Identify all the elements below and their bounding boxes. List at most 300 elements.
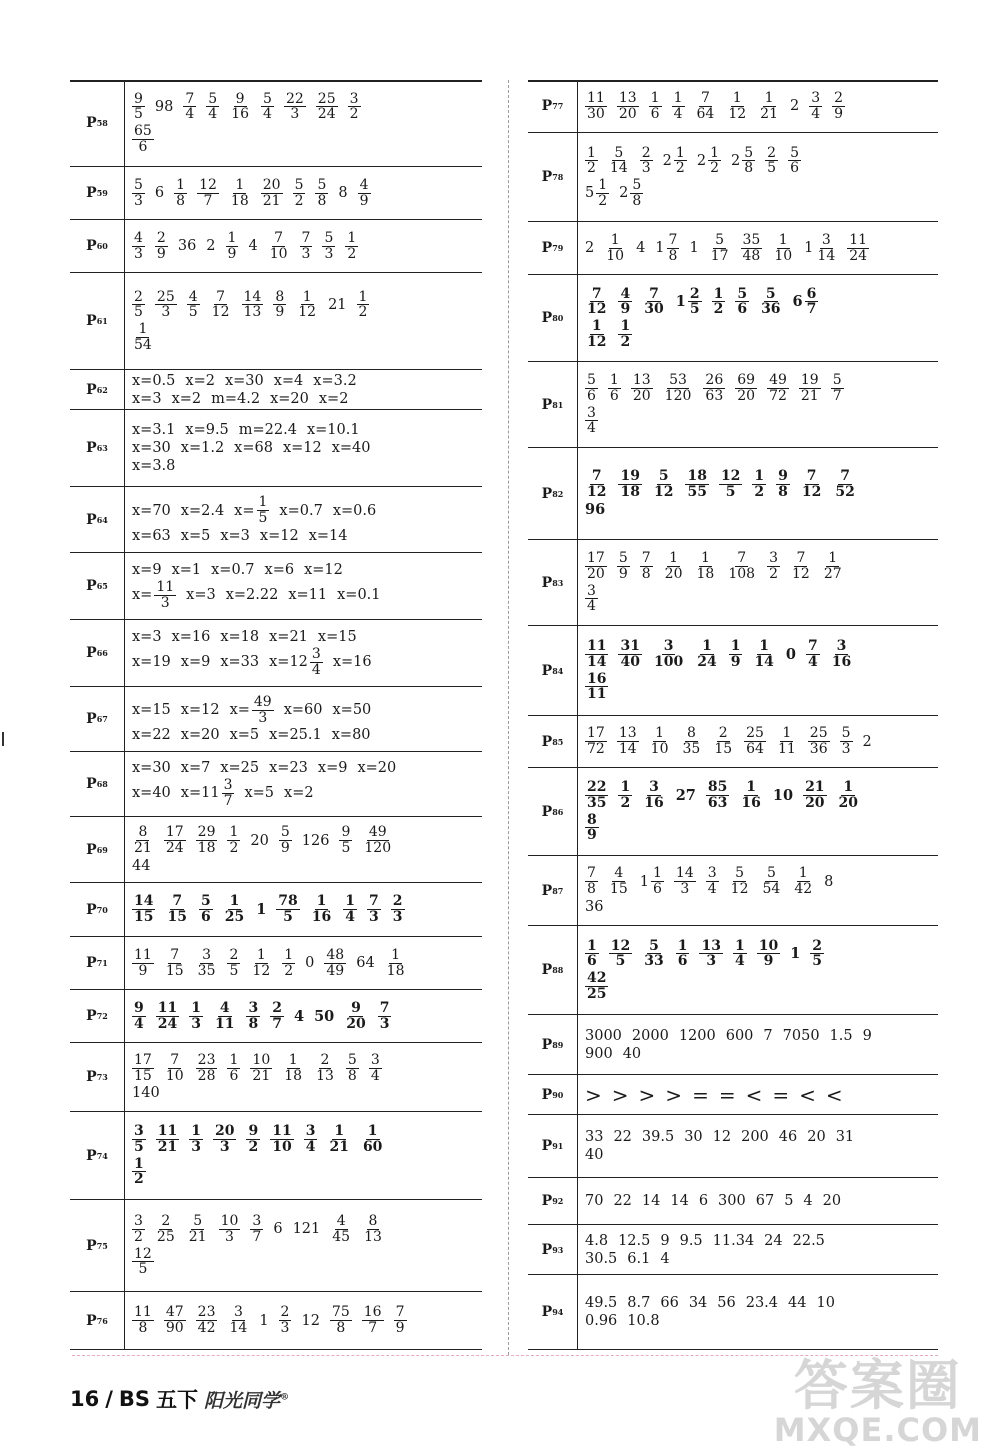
answer-item: x=60 [283,702,323,718]
page-label-prefix: P [541,1193,553,1209]
equation-lhs: x=12 [269,654,308,670]
answer-line [585,469,936,499]
numerator: 1 [610,231,620,248]
answer-item: 4.8 [585,1232,609,1249]
fraction [330,1214,352,1244]
denominator: 8 [641,565,651,582]
numerator: 1 [782,725,792,742]
answer-item [640,866,664,896]
numerator: 10 [252,1051,271,1068]
answer-item: 1200 [678,1027,716,1044]
answer-item [631,373,653,403]
page-label-prefix: P [86,711,97,727]
denominator: 10 [606,247,625,264]
answer-item [585,373,598,403]
answer-item [330,1305,352,1335]
answer-cell [132,553,480,619]
answer-item [608,146,630,176]
numerator: 1 [347,229,357,246]
numerator: 13 [618,725,637,742]
page-number-label: 92 [552,1196,564,1206]
answer-item [712,287,726,317]
fraction [282,948,295,978]
answer-item [132,1247,154,1277]
denominator: 14 [817,247,836,264]
numerator: 3 [349,90,359,107]
denominator: 64 [696,105,715,122]
answer-line [585,1046,936,1062]
answer-item: x=5 [229,727,260,744]
numerator: 3 [649,779,659,796]
page-label [70,1200,125,1291]
denominator: 21 [134,840,152,856]
numerator: 1 [587,937,597,954]
fraction [314,1053,336,1083]
denominator: 21 [188,1228,207,1245]
fraction [219,1214,241,1244]
denominator: 5 [767,160,777,177]
page-label [528,362,578,447]
answer-item [585,971,608,1001]
fraction [362,825,393,855]
answer-line [132,1085,480,1101]
page-label [70,370,125,409]
numerator: 1 [754,467,765,484]
answer-item [378,1001,392,1031]
numerator: 1 [229,1051,239,1068]
fraction [631,373,653,403]
page-label-prefix: P [86,841,97,858]
denominator: 25 [224,909,245,925]
whole-part: 1 [675,293,686,311]
answer-item [284,92,306,122]
answer-item: x=0.1 [337,587,381,603]
answer-item [324,948,346,978]
answer-item [327,1124,350,1154]
denominator: 63 [707,794,728,811]
answer-item [585,726,607,756]
answer-item [132,1053,154,1083]
fraction [293,178,306,208]
numerator: 7 [170,946,180,963]
fraction [741,233,763,263]
denominator: 8 [336,1320,346,1336]
whole-part: 6 [792,293,803,311]
fraction [155,231,168,261]
numerator: 7 [641,550,651,567]
answer-item: 1 [689,240,699,256]
answer-item [276,894,299,924]
numerator: 1 [229,824,239,841]
numerator: 12 [199,176,217,193]
answer-item: x=30 [224,372,264,389]
page-label-prefix: P [541,733,553,750]
fraction [695,91,717,121]
answer-item [270,1001,284,1031]
denominator: 18 [620,483,640,500]
page-label [528,856,578,925]
numerator: 8 [587,811,597,828]
denominator: 24 [165,840,184,856]
answer-row-p83 [528,540,938,626]
answer-item [767,551,780,581]
fraction [788,146,801,176]
fraction [585,373,598,403]
page-number-label: 60 [96,241,108,251]
denominator: 63 [705,387,724,404]
fraction [585,584,598,614]
answer-item: x=11 [288,587,328,603]
fraction [183,92,196,122]
numerator: 7 [395,1304,405,1321]
answer-item: x=3 [186,587,216,603]
answer-item: 6 [154,185,165,201]
answer-row-p77 [528,80,938,133]
page-label [528,1015,578,1074]
answer-line [585,672,936,702]
answer-item: x=2 [171,390,202,407]
answer-item: 9.5 [679,1232,703,1249]
answer-item [604,233,626,263]
denominator: 7 [806,301,817,318]
answer-item [822,551,844,581]
answer-item [229,92,251,122]
answer-item [268,231,290,261]
numerator: 13 [701,937,721,954]
answer-item [760,866,782,896]
fraction [250,948,272,978]
answer-item: 34 [688,1295,708,1311]
numerator: 2 [641,144,651,161]
fraction [155,1214,177,1244]
numerator: 9 [134,999,144,1016]
denominator: 6 [650,105,660,122]
answer-row-p78 [528,133,938,222]
fraction [189,1001,203,1031]
denominator: 6 [677,953,688,970]
answer-item: x=4 [273,372,304,389]
answer-item [617,551,630,581]
fraction [585,319,608,349]
numerator: 2 [767,144,777,161]
denominator: 18 [386,962,405,979]
answer-cell [132,620,480,686]
answer-item [672,91,685,121]
numerator: 11 [134,1304,152,1321]
answer-item [189,1001,203,1031]
fraction [227,948,240,978]
numerator: 25 [746,725,764,742]
answer-item: x=63 [132,527,171,544]
answer-item [132,1305,154,1335]
fraction [808,726,830,756]
answer-item: 0 [785,645,797,663]
answer-line [132,695,480,725]
denominator: 3 [191,1138,201,1155]
fraction [674,866,696,896]
comparison-symbol: < [745,1082,763,1107]
fraction [385,948,407,978]
denominator: 20 [618,105,637,122]
answer-item: 14 [670,1193,689,1209]
denominator: 3 [706,953,717,970]
answer-item: x=23 [269,759,308,776]
answer-item [348,92,361,122]
answer-item [174,178,187,208]
answer-line [585,1147,936,1163]
numerator: 7 [700,89,710,106]
fraction [837,780,860,810]
numerator: 3 [811,89,821,106]
answer-item [293,178,306,208]
denominator: 4 [811,105,821,122]
denominator: 12 [653,483,674,500]
answer-item [767,373,789,403]
answer-item: x=9 [132,561,162,578]
numerator: 13 [632,372,651,389]
numerator: 1 [620,318,631,334]
denominator: 2 [229,840,239,856]
answer-item: x=16 [171,628,211,645]
fraction [344,1001,367,1031]
whole-part: 2 [696,152,707,169]
denominator: 3 [369,909,379,925]
denominator: 3 [301,245,311,262]
answer-item [164,1305,186,1335]
numerator: 3 [370,1051,380,1068]
fraction [618,469,641,499]
answer-item [617,91,639,121]
fraction [394,1305,407,1335]
denominator: 3 [191,1015,201,1032]
denominator: 72 [769,387,787,404]
answer-item: 20 [822,1193,842,1209]
numerator: 1 [284,946,294,963]
fraction [708,146,721,176]
answer-item: x=0.5 [132,372,176,389]
answer-item [358,178,371,208]
answer-item [585,939,599,969]
page-footer [70,1384,289,1414]
fraction [618,319,632,349]
answer-item [652,639,685,669]
fraction [585,726,607,756]
fraction [242,290,264,320]
answer-item: 2 [206,238,216,254]
numerator: 5 [790,144,799,161]
answer-item: m=22.4 [238,422,297,438]
numerator: 3 [587,582,596,599]
fraction [257,495,270,525]
numerator: 9 [248,1123,259,1140]
denominator: 35 [587,794,607,811]
denominator: 11 [587,686,607,703]
answer-item: 24 [764,1232,783,1249]
denominator: 45 [332,1228,351,1245]
denominator: 2 [598,192,608,209]
fraction [735,373,757,403]
page-number-label: 81 [552,399,564,410]
numerator: 2 [718,725,728,742]
fraction [132,1157,146,1187]
denominator: 2 [248,1138,259,1155]
answer-item: 64 [356,955,375,971]
answer-item: 21 [328,296,347,313]
numerator: 2 [689,285,700,302]
page-label [70,687,125,751]
denominator: 20 [664,565,683,582]
denominator: 17 [710,247,729,264]
numerator: 1 [673,89,683,106]
denominator: 4 [263,106,272,123]
fraction [617,726,639,756]
answer-row-p60 [70,220,482,273]
answer-item: 56 [717,1295,736,1311]
answer-item: x=30 [132,759,171,776]
answer-item [197,178,219,208]
denominator: 90 [165,1320,184,1336]
numerator: 1 [235,176,245,193]
numerator: 2 [272,999,282,1016]
numerator: 3 [707,865,717,882]
answer-item [809,91,822,121]
answer-line [585,233,936,263]
answer-item: 10 [772,786,794,804]
answer-line [585,406,936,436]
fraction [276,894,299,924]
answer-item: 1 [259,1312,269,1329]
fraction [132,825,154,855]
whole-part: 2 [662,152,672,169]
fraction [279,1305,292,1335]
denominator: 20 [587,565,605,582]
answer-item [316,92,338,122]
numerator: 1 [345,893,356,910]
numerator: 5 [208,90,218,107]
answer-item: x=40 [132,785,171,801]
page-number-label: 82 [552,488,564,499]
page-number-label: 91 [552,1141,564,1151]
denominator: 18 [284,1067,303,1084]
numerator: 1 [227,229,237,246]
numerator: 1 [176,176,186,193]
denominator: 10 [269,245,288,262]
whole-part: 1 [639,873,649,890]
fraction [156,1124,179,1154]
numerator: 11 [134,946,152,963]
answer-item [343,894,357,924]
numerator: 11 [587,89,605,106]
answer-item: 33 [585,1129,604,1145]
fraction [840,726,853,756]
answer-item [788,146,801,176]
answer-item [685,469,708,499]
fraction [270,1001,284,1031]
numerator: 9 [235,90,245,107]
numerator: 1 [598,177,608,193]
fraction [667,233,680,263]
fraction [367,894,381,924]
denominator: 5 [341,840,351,856]
answer-line [585,899,936,915]
numerator: 10 [758,937,779,954]
answer-item [585,146,598,176]
denominator: 2 [769,565,778,582]
answer-item [706,866,719,896]
answer-row-p84 [528,626,938,716]
page-label [70,80,125,166]
answer-item: 10.8 [627,1313,660,1329]
answer-line [585,971,936,1001]
fraction [154,580,176,610]
fraction [706,780,729,810]
denominator: 4 [808,653,818,670]
fraction [695,639,718,669]
answer-line [585,639,936,669]
comparison-symbol: > [638,1082,656,1107]
answer-item [132,948,154,978]
whole-part: 1 [804,240,814,256]
grade-label: 五下 [156,1388,199,1412]
answer-item [270,1124,293,1154]
answer-item [706,780,729,810]
answer-row-p79 [528,222,938,275]
denominator: 8 [138,1320,148,1336]
answer-row-p70 [70,883,482,937]
numerator: 65 [134,123,152,139]
answer-line [132,858,480,874]
fraction [803,780,826,810]
answer-item [155,290,177,320]
fraction [304,1124,318,1154]
answer-item [699,939,722,969]
denominator: 6 [737,301,748,318]
answer-item [165,894,188,924]
answer-item [674,866,696,896]
numerator: 7 [379,999,390,1016]
page-label [528,133,578,221]
answer-item [189,1124,203,1154]
answer-cell [132,220,480,272]
equation-lhs: x=11 [180,785,220,801]
denominator: 2 [347,245,357,262]
fraction [361,1124,384,1154]
answer-item [709,233,731,263]
answer-item [833,469,856,499]
answer-row-p76 [70,1292,482,1350]
answer-item [196,825,218,855]
fraction [165,894,188,924]
fraction [759,287,782,317]
denominator: 4 [370,1067,380,1084]
answer-item [719,469,742,499]
denominator: 5 [188,304,198,321]
fraction [726,91,748,121]
page-label-prefix: P [541,1304,553,1320]
fraction [132,1214,145,1244]
denominator: 60 [362,1138,383,1155]
answer-item [703,373,725,403]
answer-cell [132,410,480,486]
fraction [585,146,598,176]
denominator: 36 [809,741,828,757]
page-number-label: 59 [96,188,108,198]
answer-item [663,373,694,403]
fraction [733,939,747,969]
answer-item [322,231,335,261]
denominator: 8 [744,160,754,177]
answer-item [806,639,820,669]
